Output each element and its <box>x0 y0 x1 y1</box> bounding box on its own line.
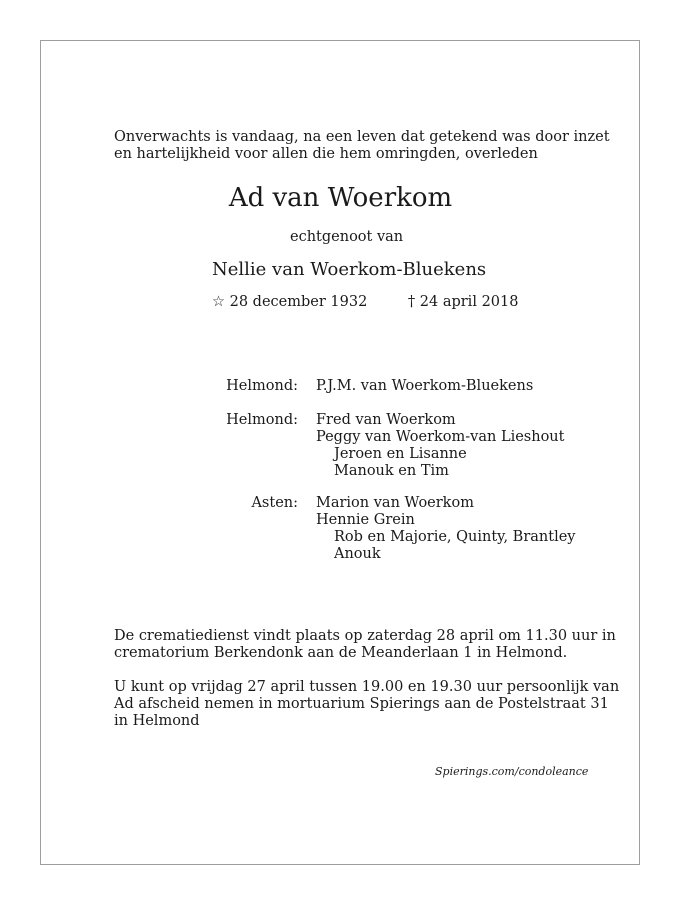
family-names <box>316 495 575 563</box>
visitation-line-2: Ad afscheid nemen in mortuarium Spierings aan de Postelstraat 31 <box>114 696 609 712</box>
cross-icon: † <box>407 294 416 310</box>
family-grandchildren: Jeroen en Lisanne <box>334 446 467 462</box>
service-line-1: De crematiedienst vindt plaats op zaterdag 28 april om 11.30 uur in <box>114 628 616 644</box>
family-member: P.J.M. van Woerkom-Bluekens <box>316 378 534 394</box>
service-line-2: crematorium Berkendonk aan de Meanderlaan 1 in Helmond. <box>114 645 568 661</box>
family-member: Peggy van Woerkom-van Lieshout <box>316 429 565 445</box>
intro-line-2: en hartelijkheid voor allen die hem omringden, overleden <box>114 146 538 162</box>
death-date: 24 april 2018 <box>419 294 519 310</box>
service-paragraph <box>114 628 616 662</box>
visitation-paragraph <box>114 679 619 730</box>
family-grandchildren: Rob en Majorie, Quinty, Brantley <box>334 529 576 545</box>
family-names <box>316 378 533 395</box>
family-grandchildren: Manouk en Tim <box>334 463 449 479</box>
spouse-name: Nellie van Woerkom-Bluekens <box>212 259 487 280</box>
visitation-line-1: U kunt op vrijdag 27 april tussen 19.00 en 19.30 uur persoonlijk van <box>114 679 620 695</box>
family-grandchildren: Anouk <box>334 546 381 562</box>
family-member: Fred van Woerkom <box>316 412 456 428</box>
deceased-name: Ad van Woerkom <box>228 183 453 213</box>
family-place: Helmond: <box>226 412 298 428</box>
birth-date: 28 december 1932 <box>229 294 368 310</box>
intro-text <box>114 129 610 163</box>
condolence-link[interactable]: Spierings.com/condoleance <box>435 765 589 778</box>
family-member: Hennie Grein <box>316 512 415 528</box>
intro-line-1: Onverwachts is vandaag, na een leven dat getekend was door inzet <box>114 129 610 145</box>
visitation-line-3: in Helmond <box>114 713 200 729</box>
family-member: Marion van Woerkom <box>316 495 474 511</box>
life-dates <box>212 294 518 310</box>
family-place: Helmond: <box>226 378 298 394</box>
family-names <box>316 412 564 480</box>
family-place: Asten: <box>251 495 298 511</box>
star-icon: ☆ <box>212 294 225 310</box>
relation-text: echtgenoot van <box>290 229 404 245</box>
